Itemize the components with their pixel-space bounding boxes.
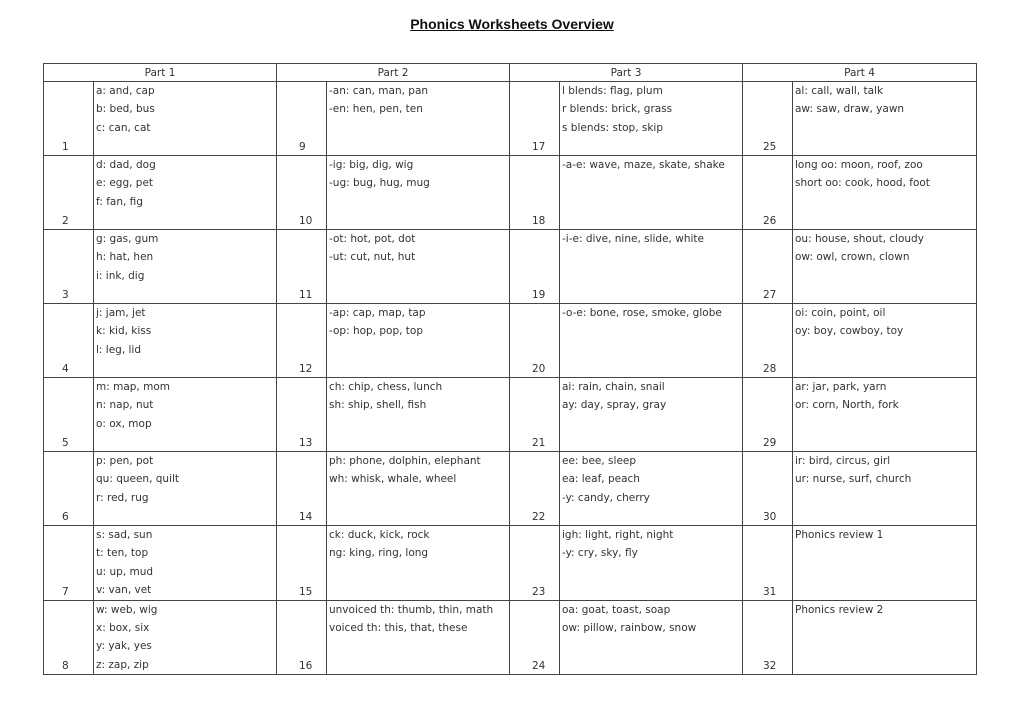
worksheet-number-cell <box>277 526 327 601</box>
worksheets-table <box>43 63 977 675</box>
worksheet-number-cell <box>743 230 793 304</box>
worksheet-content-cell <box>560 230 743 304</box>
header-row <box>44 64 977 82</box>
worksheet-number-cell <box>277 156 327 230</box>
phonics-line: n: nap, nut <box>96 399 154 412</box>
phonics-line: Phonics review 1 <box>795 529 884 541</box>
phonics-line: or: corn, North, fork <box>795 399 899 412</box>
worksheet-number: 17 <box>532 141 546 153</box>
worksheet-number-cell <box>743 82 793 156</box>
worksheet-number: 24 <box>532 660 546 673</box>
phonics-line: wh: whisk, whale, wheel <box>329 473 457 486</box>
table-row <box>44 156 977 230</box>
phonics-line: qu: queen, quilt <box>96 473 180 486</box>
phonics-line: -en: hen, pen, ten <box>329 103 423 116</box>
phonics-line: -y: cry, sky, fly <box>562 547 638 560</box>
worksheet-number-cell <box>510 452 560 526</box>
phonics-line: -a-e: wave, maze, skate, shake <box>562 159 725 171</box>
phonics-line: ee: bee, sleep <box>562 455 637 467</box>
worksheet-number-cell <box>44 600 94 675</box>
phonics-line: l: leg, lid <box>96 343 142 356</box>
worksheet-content-cell <box>94 526 277 601</box>
worksheet-content-cell <box>793 452 977 526</box>
phonics-line: -i-e: dive, nine, slide, white <box>562 233 704 245</box>
worksheet-content-cell <box>560 526 743 601</box>
worksheet-content-cell <box>327 82 510 156</box>
phonics-line: t: ten, top <box>96 547 149 560</box>
worksheet-number-cell <box>44 526 94 601</box>
phonics-line: oa: goat, toast, soap <box>562 603 671 616</box>
phonics-line: ph: phone, dolphin, elephant <box>329 455 481 467</box>
worksheet-number-cell <box>44 378 94 452</box>
phonics-line: ou: house, shout, cloudy <box>795 233 924 245</box>
phonics-line: -y: candy, cherry <box>562 491 650 504</box>
table-body <box>44 82 977 675</box>
phonics-line: x: box, six <box>96 621 150 634</box>
worksheet-content-cell <box>94 600 277 675</box>
worksheet-number: 26 <box>763 215 777 227</box>
phonics-line: m: map, mom <box>96 381 170 393</box>
worksheet-number: 11 <box>299 289 313 301</box>
phonics-line: ur: nurse, surf, church <box>795 473 912 486</box>
worksheet-number: 28 <box>763 363 777 375</box>
phonics-line: -o-e: bone, rose, smoke, globe <box>562 307 722 319</box>
worksheet-content-cell <box>793 526 977 601</box>
worksheet-number: 12 <box>299 363 313 375</box>
phonics-line: v: van, vet <box>96 584 152 597</box>
phonics-line: l blends: flag, plum <box>562 85 663 97</box>
worksheet-content-cell <box>560 82 743 156</box>
worksheet-content-cell <box>560 452 743 526</box>
phonics-line: -ug: bug, hug, mug <box>329 177 430 190</box>
page-title: Phonics Worksheets Overview <box>410 16 614 32</box>
phonics-line: s: sad, sun <box>96 529 153 541</box>
worksheet-content-cell <box>560 600 743 675</box>
worksheet-content-cell <box>94 230 277 304</box>
worksheet-content-cell <box>94 82 277 156</box>
worksheet-content-cell <box>94 156 277 230</box>
worksheet-number: 29 <box>763 437 777 449</box>
part-header: Part 4 <box>743 64 977 82</box>
phonics-line: Phonics review 2 <box>795 603 884 616</box>
worksheet-number-cell <box>510 378 560 452</box>
phonics-line: aw: saw, draw, yawn <box>795 103 905 116</box>
worksheet-content-cell <box>327 304 510 378</box>
worksheet-number: 5 <box>62 437 69 449</box>
phonics-line: y: yak, yes <box>96 640 152 653</box>
phonics-line: ow: pillow, rainbow, snow <box>562 621 697 634</box>
worksheet-number-cell <box>277 304 327 378</box>
worksheet-content-cell <box>793 600 977 675</box>
phonics-line: u: up, mud <box>96 565 154 578</box>
worksheet-content-cell <box>793 156 977 230</box>
phonics-line: s blends: stop, skip <box>562 121 664 134</box>
worksheet-number-cell <box>743 526 793 601</box>
phonics-line: -ap: cap, map, tap <box>329 307 426 319</box>
phonics-line: ai: rain, chain, snail <box>562 381 665 393</box>
worksheet-content-cell <box>327 156 510 230</box>
phonics-line: sh: ship, shell, fish <box>329 399 427 412</box>
phonics-line: z: zap, zip <box>96 658 149 671</box>
table-row <box>44 378 977 452</box>
phonics-line: b: bed, bus <box>96 103 155 116</box>
phonics-line: ch: chip, chess, lunch <box>329 381 443 393</box>
worksheet-number: 8 <box>62 660 69 673</box>
worksheet-number-cell <box>743 156 793 230</box>
worksheet-number: 6 <box>62 511 69 523</box>
worksheet-number: 21 <box>532 437 546 449</box>
part-header: Part 2 <box>277 64 510 82</box>
worksheet-number-cell <box>277 452 327 526</box>
phonics-line: unvoiced th: thumb, thin, math <box>329 603 494 616</box>
phonics-line: ea: leaf, peach <box>562 473 640 486</box>
worksheet-number-cell <box>743 378 793 452</box>
phonics-line: g: gas, gum <box>96 233 159 245</box>
worksheet-content-cell <box>327 378 510 452</box>
worksheet-content-cell <box>94 304 277 378</box>
worksheet-number-cell <box>510 82 560 156</box>
phonics-line: oi: coin, point, oil <box>795 307 886 319</box>
table-row <box>44 230 977 304</box>
worksheet-number-cell <box>277 82 327 156</box>
phonics-line: r blends: brick, grass <box>562 103 673 116</box>
worksheet-number-cell <box>743 304 793 378</box>
phonics-line: p: pen, pot <box>96 455 154 467</box>
worksheet-number-cell <box>743 452 793 526</box>
worksheet-number: 14 <box>299 511 313 523</box>
worksheet-content-cell <box>94 378 277 452</box>
worksheet-content-cell <box>327 600 510 675</box>
worksheet-content-cell <box>94 452 277 526</box>
worksheet-number: 27 <box>763 289 777 301</box>
worksheet-number: 3 <box>62 289 69 301</box>
worksheet-number: 4 <box>62 363 69 375</box>
phonics-line: ar: jar, park, yarn <box>795 381 887 393</box>
table-row <box>44 82 977 156</box>
phonics-line: short oo: cook, hood, foot <box>795 177 930 190</box>
worksheet-number-cell <box>510 156 560 230</box>
phonics-line: oy: boy, cowboy, toy <box>795 325 904 338</box>
phonics-line: i: ink, dig <box>96 269 145 282</box>
phonics-line: long oo: moon, roof, zoo <box>795 159 923 171</box>
worksheet-number-cell <box>510 304 560 378</box>
worksheet-number: 18 <box>532 215 546 227</box>
worksheet-number: 10 <box>299 215 313 227</box>
worksheet-number: 25 <box>763 141 777 153</box>
phonics-line: al: call, wall, talk <box>795 85 884 97</box>
worksheet-content-cell <box>560 156 743 230</box>
worksheet-content-cell <box>327 230 510 304</box>
phonics-line: -ig: big, dig, wig <box>329 159 414 171</box>
worksheet-content-cell <box>793 378 977 452</box>
phonics-line: d: dad, dog <box>96 159 156 171</box>
table-row <box>44 452 977 526</box>
worksheet-number-cell <box>44 230 94 304</box>
table-row <box>44 526 977 601</box>
phonics-line: w: web, wig <box>96 603 158 616</box>
phonics-line: a: and, cap <box>96 85 155 97</box>
worksheet-number: 23 <box>532 585 546 598</box>
worksheet-content-cell <box>793 82 977 156</box>
phonics-line: c: can, cat <box>96 121 151 134</box>
worksheet-number-cell <box>510 526 560 601</box>
phonics-line: igh: light, right, night <box>562 529 674 541</box>
worksheet-number: 32 <box>763 660 777 673</box>
worksheet-number-cell <box>277 378 327 452</box>
worksheet-number: 9 <box>299 141 306 153</box>
phonics-line: j: jam, jet <box>96 307 146 319</box>
worksheet-content-cell <box>327 526 510 601</box>
worksheet-number: 20 <box>532 363 546 375</box>
phonics-line: voiced th: this, that, these <box>329 621 468 634</box>
phonics-line: ck: duck, kick, rock <box>329 529 430 541</box>
phonics-line: -op: hop, pop, top <box>329 325 424 338</box>
worksheet-number: 22 <box>532 511 546 523</box>
phonics-line: -ot: hot, pot, dot <box>329 233 416 245</box>
phonics-line: o: ox, mop <box>96 417 152 430</box>
worksheet-number-cell <box>44 82 94 156</box>
worksheet-number: 16 <box>299 660 313 673</box>
worksheet-content-cell <box>793 230 977 304</box>
worksheet-number: 31 <box>763 585 777 598</box>
phonics-line: e: egg, pet <box>96 177 154 190</box>
worksheet-number-cell <box>44 304 94 378</box>
part-header: Part 3 <box>510 64 743 82</box>
part-header: Part 1 <box>44 64 277 82</box>
phonics-line: h: hat, hen <box>96 251 154 264</box>
worksheet-content-cell <box>560 378 743 452</box>
worksheet-number-cell <box>44 452 94 526</box>
phonics-line: -ut: cut, nut, hut <box>329 251 416 264</box>
worksheet-number: 1 <box>62 141 69 153</box>
worksheet-number: 19 <box>532 289 546 301</box>
worksheet-number-cell <box>510 230 560 304</box>
worksheet-number-cell <box>743 600 793 675</box>
worksheet-content-cell <box>793 304 977 378</box>
worksheet-number: 7 <box>62 585 69 598</box>
phonics-line: f: fan, fig <box>96 195 143 208</box>
worksheet-number-cell <box>44 156 94 230</box>
phonics-line: k: kid, kiss <box>96 325 152 338</box>
worksheet-number-cell <box>277 600 327 675</box>
phonics-line: ow: owl, crown, clown <box>795 251 910 264</box>
phonics-line: r: red, rug <box>96 491 149 504</box>
worksheet-number-cell <box>277 230 327 304</box>
phonics-line: ay: day, spray, gray <box>562 399 667 412</box>
worksheet-content-cell <box>560 304 743 378</box>
worksheet-number: 30 <box>763 511 777 523</box>
table-row <box>44 600 977 675</box>
worksheet-content-cell <box>327 452 510 526</box>
phonics-line: ng: king, ring, long <box>329 547 429 560</box>
worksheet-number-cell <box>510 600 560 675</box>
worksheet-number: 13 <box>299 437 313 449</box>
worksheet-number: 2 <box>62 215 69 227</box>
phonics-line: ir: bird, circus, girl <box>795 455 891 467</box>
phonics-line: -an: can, man, pan <box>329 85 429 97</box>
worksheet-number: 15 <box>299 585 313 598</box>
table-row <box>44 304 977 378</box>
